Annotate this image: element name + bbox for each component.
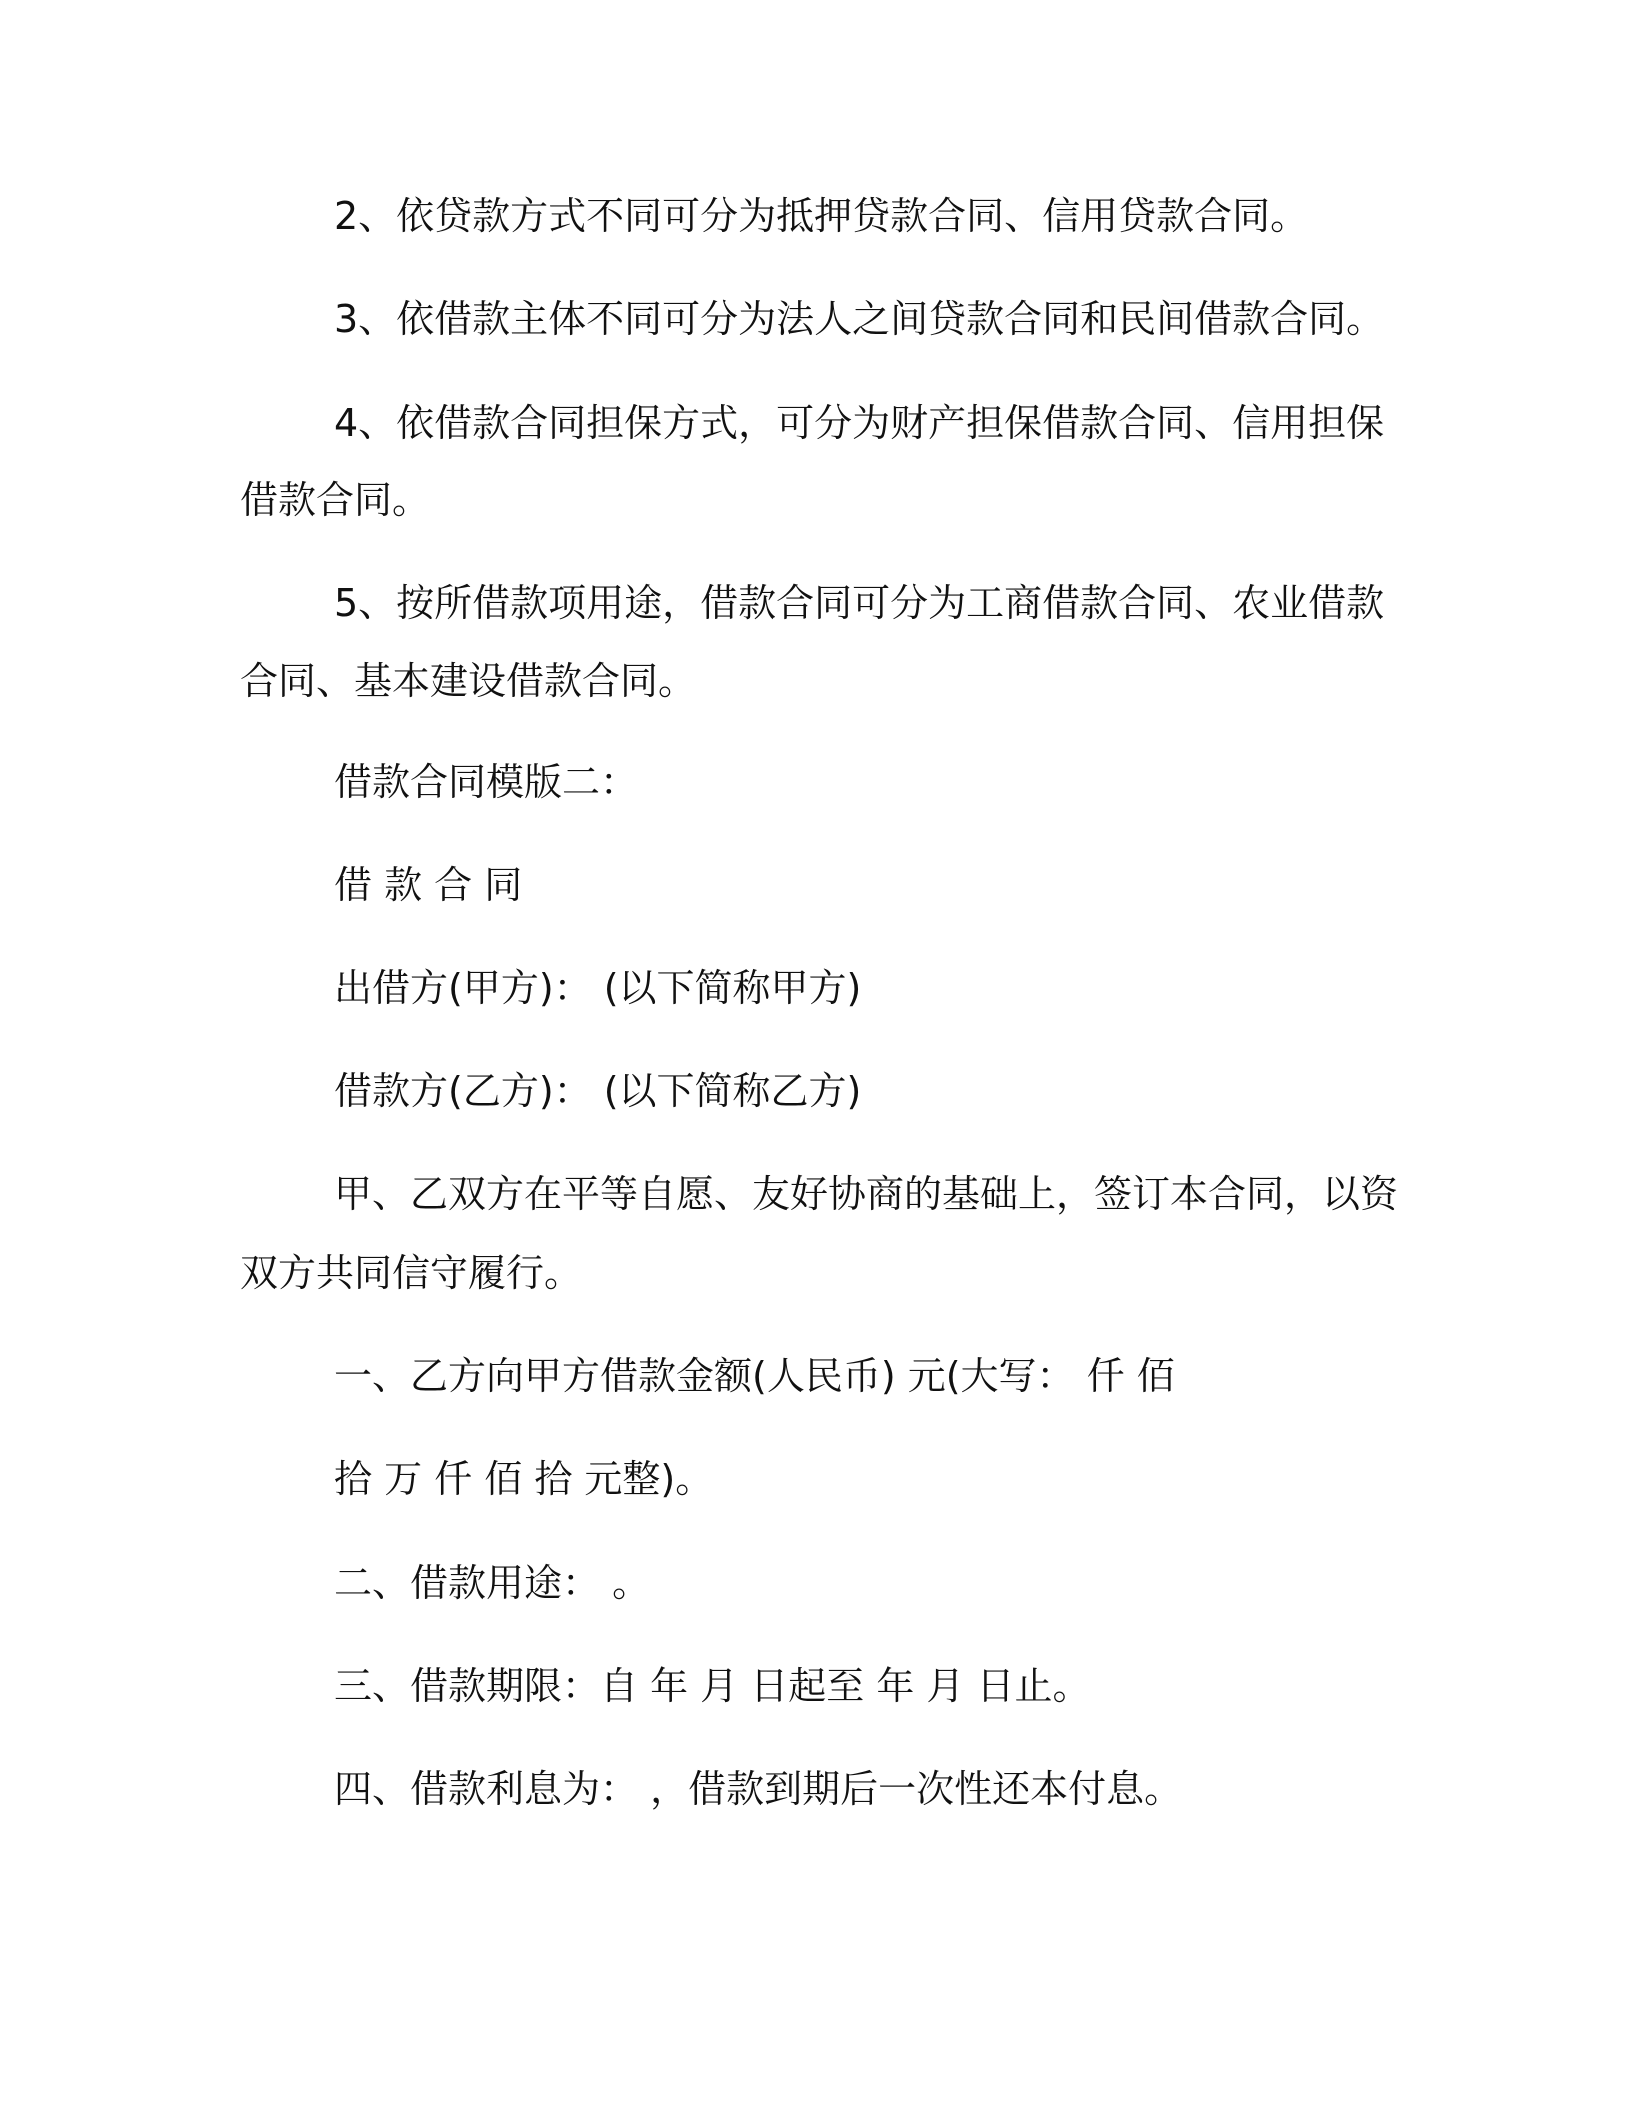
clause-loan-interest: 四、借款利息为： ，借款到期后一次性还本付息。 [334, 1767, 1183, 1811]
paragraph-loan-purpose-type-line1: 5、按所借款项用途，借款合同可分为工商借款合同、农业借款 [334, 581, 1385, 625]
lender-line: 出借方(甲方)： (以下简称甲方) [334, 966, 862, 1010]
template-heading: 借款合同模版二： [334, 760, 639, 804]
preamble-line2: 双方共同信守履行。 [240, 1251, 583, 1295]
paragraph-loan-purpose-type-line2: 合同、基本建设借款合同。 [240, 659, 697, 703]
clause-loan-amount: 一、乙方向甲方借款金额(人民币) 元(大写： 仟 佰 [334, 1354, 1175, 1398]
clause-loan-use: 二、借款用途： 。 [334, 1561, 651, 1605]
preamble-line1: 甲、乙双方在平等自愿、友好协商的基础上，签订本合同，以资 [334, 1172, 1399, 1216]
clause-loan-term: 三、借款期限：自 年 月 日起至 年 月 日止。 [334, 1664, 1091, 1708]
paragraph-borrower-subject: 3、依借款主体不同可分为法人之间贷款合同和民间借款合同。 [334, 297, 1385, 341]
paragraph-guarantee-method-line1: 4、依借款合同担保方式，可分为财产担保借款合同、信用担保 [334, 401, 1385, 445]
paragraph-loan-method: 2、依贷款方式不同可分为抵押贷款合同、信用贷款合同。 [334, 194, 1309, 238]
paragraph-guarantee-method-line2: 借款合同。 [240, 478, 431, 522]
contract-title: 借 款 合 同 [334, 863, 523, 907]
clause-loan-amount-continued: 拾 万 仟 佰 拾 元整)。 [334, 1457, 714, 1501]
borrower-line: 借款方(乙方)： (以下简称乙方) [334, 1069, 862, 1113]
